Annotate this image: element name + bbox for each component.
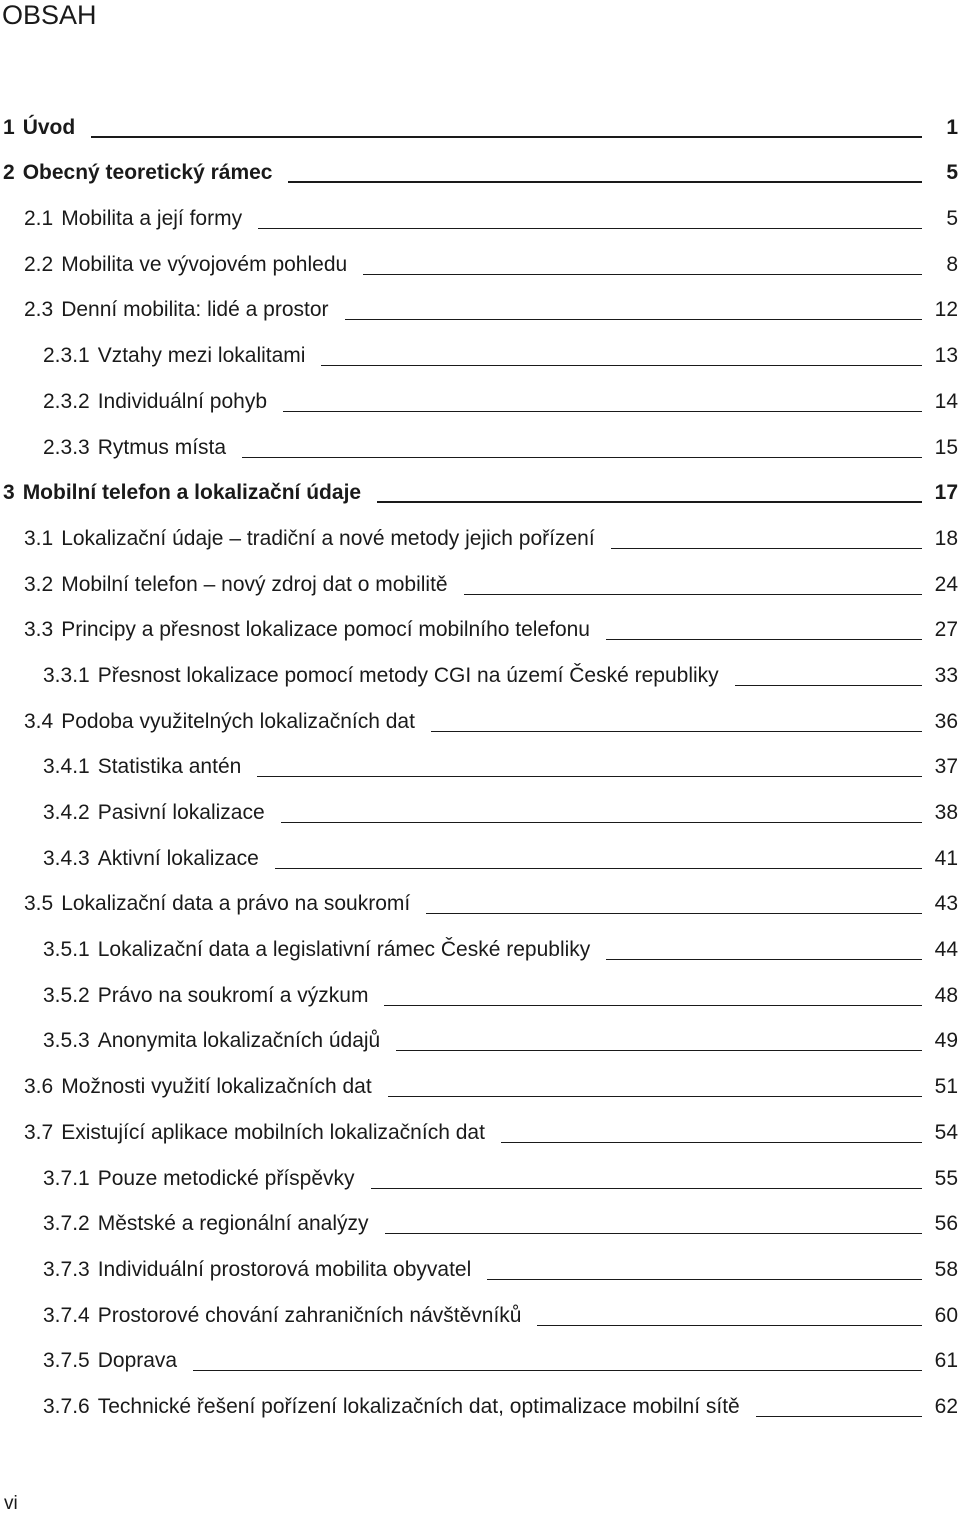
toc-entry-title [24,297,329,323]
toc-entry-page: 5 [946,161,958,185]
toc-entry-title [24,252,347,278]
toc-entry-number: 3.3.1 [43,663,90,687]
toc-entry-number: 3.5.2 [43,983,90,1007]
toc-entry[interactable] [0,1100,960,1146]
toc-entry-title [43,663,719,689]
toc-entry[interactable] [0,1237,960,1283]
toc-entry-text: Lokalizační data a právo na soukromí [61,892,411,916]
toc-entry-page: 38 [934,801,958,824]
toc-entry-text: Anonymita lokalizačních údajů [97,1029,381,1053]
toc-entry-number: 3.4.3 [43,846,90,870]
toc-entry[interactable] [0,735,960,781]
toc-entry-number: 2.3.1 [43,344,90,368]
toc-leader-line [321,365,922,366]
toc-entry-text: Možnosti využití lokalizačních dat [61,1075,372,1099]
toc-entry-title [24,1120,485,1146]
toc-entry-number: 3.5 [24,892,54,916]
toc-entry-title [43,389,267,415]
toc-leader-line [242,457,922,458]
toc-entry-page: 15 [934,435,958,459]
toc-entry-text: Individuální pohyb [97,389,268,413]
toc-entry-page: 41 [934,846,958,870]
toc-entry-page: 51 [934,1075,958,1099]
toc-leader-line [384,1005,922,1006]
toc-leader-line [487,1279,922,1280]
toc-entry[interactable] [0,278,960,324]
table-of-contents [0,95,960,1420]
toc-leader-line [371,1188,922,1189]
toc-leader-line [288,181,922,183]
toc-entry-title [43,937,590,963]
toc-entry-title [3,480,361,506]
toc-entry[interactable] [0,95,960,141]
toc-entry[interactable] [0,186,960,232]
toc-entry-title [24,709,415,735]
toc-entry-page: 5 [946,207,958,231]
toc-leader-line [426,913,922,914]
toc-leader-line [275,868,922,869]
toc-entry[interactable] [0,826,960,872]
toc-entry-title [43,1166,355,1192]
toc-entry-number: 2.2 [24,252,54,276]
toc-leader-line [537,1325,922,1326]
toc-entry-text: Doprava [97,1349,178,1373]
toc-entry-page: 12 [934,298,958,322]
toc-entry-title [43,1394,740,1420]
toc-entry[interactable] [0,1009,960,1055]
toc-leader-line [258,228,922,229]
toc-entry[interactable] [0,963,960,1009]
toc-leader-line [611,548,922,549]
toc-entry[interactable] [0,1054,960,1100]
toc-leader-line [606,639,922,640]
toc-entry-title [43,983,368,1009]
toc-entry-number: 3.3 [24,618,54,642]
toc-entry[interactable] [0,415,960,461]
toc-entry-text: Městské a regionální analýzy [97,1212,369,1236]
toc-entry-title [24,891,410,917]
toc-entry-text: Individuální prostorová mobilita obyvatel [97,1257,472,1281]
toc-entry-page: 17 [934,481,958,505]
toc-entry-page: 1 [946,115,958,139]
toc-entry-number: 3.2 [24,572,54,596]
toc-entry[interactable] [0,1192,960,1238]
toc-entry-page: 37 [934,755,958,779]
toc-entry[interactable] [0,232,960,278]
toc-entry-page: 44 [934,938,958,962]
toc-entry-title [24,1074,372,1100]
toc-entry[interactable] [0,1283,960,1329]
toc-entry-title [43,846,259,872]
toc-entry-title [24,572,448,598]
toc-leader-line [345,319,922,320]
toc-entry-text: Obecný teoretický rámec [22,161,273,185]
toc-entry-page: 27 [934,618,958,642]
toc-leader-line [756,1416,922,1417]
toc-entry[interactable] [0,461,960,507]
toc-leader-line [363,274,922,275]
toc-entry-text: Mobilní telefon a lokalizační údaje [22,481,362,505]
toc-entry-number: 3.5.1 [43,938,90,962]
toc-leader-line [385,1233,922,1234]
toc-entry-title [43,435,226,461]
toc-leader-line [91,136,922,138]
toc-entry-text: Úvod [22,115,76,139]
toc-entry[interactable] [0,141,960,187]
toc-entry-title [43,343,305,369]
toc-entry[interactable] [0,872,960,918]
toc-entry-title [43,754,241,780]
toc-entry-number: 3.4.2 [43,801,90,824]
toc-entry-text: Právo na soukromí a výzkum [97,983,369,1007]
toc-entry-text: Lokalizační údaje – tradiční a nové metody jejich pořízení [61,526,595,550]
toc-entry-number: 3.7.3 [43,1257,90,1281]
toc-entry-page: 56 [934,1212,958,1236]
toc-leader-line [431,731,922,732]
toc-entry-text: Vztahy mezi lokalitami [97,344,306,368]
toc-entry-number: 3.4.1 [43,755,90,779]
toc-entry-number: 2.3.3 [43,435,90,459]
toc-entry-text: Rytmus místa [97,435,227,459]
toc-leader-line [193,1370,922,1371]
toc-entry[interactable] [0,689,960,735]
toc-entry-number: 2.3.2 [43,389,90,413]
toc-entry[interactable] [0,1146,960,1192]
toc-entry-page: 60 [934,1303,958,1327]
toc-entry-number: 3.5.3 [43,1029,90,1053]
toc-entry-text: Podoba využitelných lokalizačních dat [61,709,415,733]
toc-entry-text: Mobilita ve vývojovém pohledu [61,252,348,276]
toc-entry-page: 43 [934,892,958,916]
toc-entry-title [24,617,590,643]
toc-entry-number: 3.7.6 [43,1394,90,1418]
toc-leader-line [283,411,922,412]
toc-entry-title [43,1257,471,1283]
toc-entry-title [43,1028,380,1054]
toc-entry[interactable] [0,506,960,552]
toc-entry-number: 3.7.4 [43,1303,90,1327]
toc-entry-page: 33 [934,663,958,687]
toc-entry-number: 3.7 [24,1120,54,1144]
toc-entry[interactable] [0,552,960,598]
toc-entry-page: 14 [934,389,958,413]
toc-leader-line [388,1096,922,1097]
toc-entry-text: Statistika antén [97,755,242,779]
toc-entry-title [43,800,265,826]
toc-leader-line [281,822,922,823]
toc-entry-page: 8 [946,252,958,276]
toc-entry[interactable] [0,369,960,415]
toc-entry-number: 2 [3,161,15,185]
toc-entry-text: Denní mobilita: lidé a prostor [61,298,329,322]
toc-entry-title [3,115,75,141]
toc-entry-text: Přesnost lokalizace pomocí metody CGI na území České republiky [97,663,719,687]
toc-entry-text: Prostorové chování zahraničních návštěvníků [97,1303,522,1327]
toc-entry[interactable] [0,323,960,369]
toc-entry-text: Mobilní telefon – nový zdroj dat o mobilitě [61,572,448,596]
toc-leader-line [257,776,922,777]
toc-entry-number: 3.7.5 [43,1349,90,1373]
page-number: vi [4,1493,18,1514]
toc-entry-number: 3.7.1 [43,1166,90,1190]
toc-entry-title [24,526,595,552]
toc-entry-number: 1 [3,115,15,139]
toc-entry-text: Existující aplikace mobilních lokalizačních dat [61,1120,485,1144]
toc-entry-page: 36 [934,709,958,733]
toc-entry-text: Mobilita a její formy [61,207,243,231]
toc-entry-page: 18 [934,526,958,550]
toc-entry-page: 54 [934,1120,958,1144]
toc-entry[interactable] [0,1374,960,1420]
toc-entry[interactable] [0,917,960,963]
toc-entry-title [43,1211,369,1237]
toc-entry-title [24,206,242,232]
toc-entry-text: Principy a přesnost lokalizace pomocí mobilního telefonu [61,618,590,642]
toc-leader-line [606,959,922,960]
toc-entry-title [43,1348,177,1374]
toc-entry-number: 3.4 [24,709,54,733]
toc-entry-number: 3.6 [24,1075,54,1099]
toc-entry[interactable] [0,780,960,826]
toc-entry-text: Aktivní lokalizace [97,846,259,870]
toc-entry-text: Pouze metodické příspěvky [97,1166,355,1190]
toc-entry-page: 49 [934,1029,958,1053]
toc-leader-line [735,685,922,686]
toc-entry-title [3,160,272,186]
toc-entry-number: 3 [3,481,15,505]
toc-entry[interactable] [0,1329,960,1375]
toc-leader-line [377,501,922,503]
toc-entry-text: Lokalizační data a legislativní rámec České republiky [97,938,591,962]
toc-entry-page: 58 [934,1257,958,1281]
toc-entry[interactable] [0,643,960,689]
toc-entry[interactable] [0,598,960,644]
toc-entry-text: Technické řešení pořízení lokalizačních dat, optimalizace mobilní sítě [97,1394,740,1418]
toc-entry-number: 2.3 [24,298,54,322]
toc-entry-page: 61 [934,1349,958,1373]
toc-entry-page: 55 [934,1166,958,1190]
toc-entry-text: Pasivní lokalizace [97,801,265,824]
toc-leader-line [396,1050,922,1051]
toc-entry-number: 2.1 [24,207,54,231]
toc-entry-page: 24 [934,572,958,596]
toc-leader-line [464,594,922,595]
toc-entry-page: 62 [934,1394,958,1418]
toc-entry-page: 48 [934,983,958,1007]
page-title: OBSAH [2,0,97,30]
toc-entry-number: 3.1 [24,526,54,550]
toc-entry-number: 3.7.2 [43,1212,90,1236]
toc-leader-line [501,1142,922,1143]
toc-entry-title [43,1303,521,1329]
toc-entry-page: 13 [934,344,958,368]
